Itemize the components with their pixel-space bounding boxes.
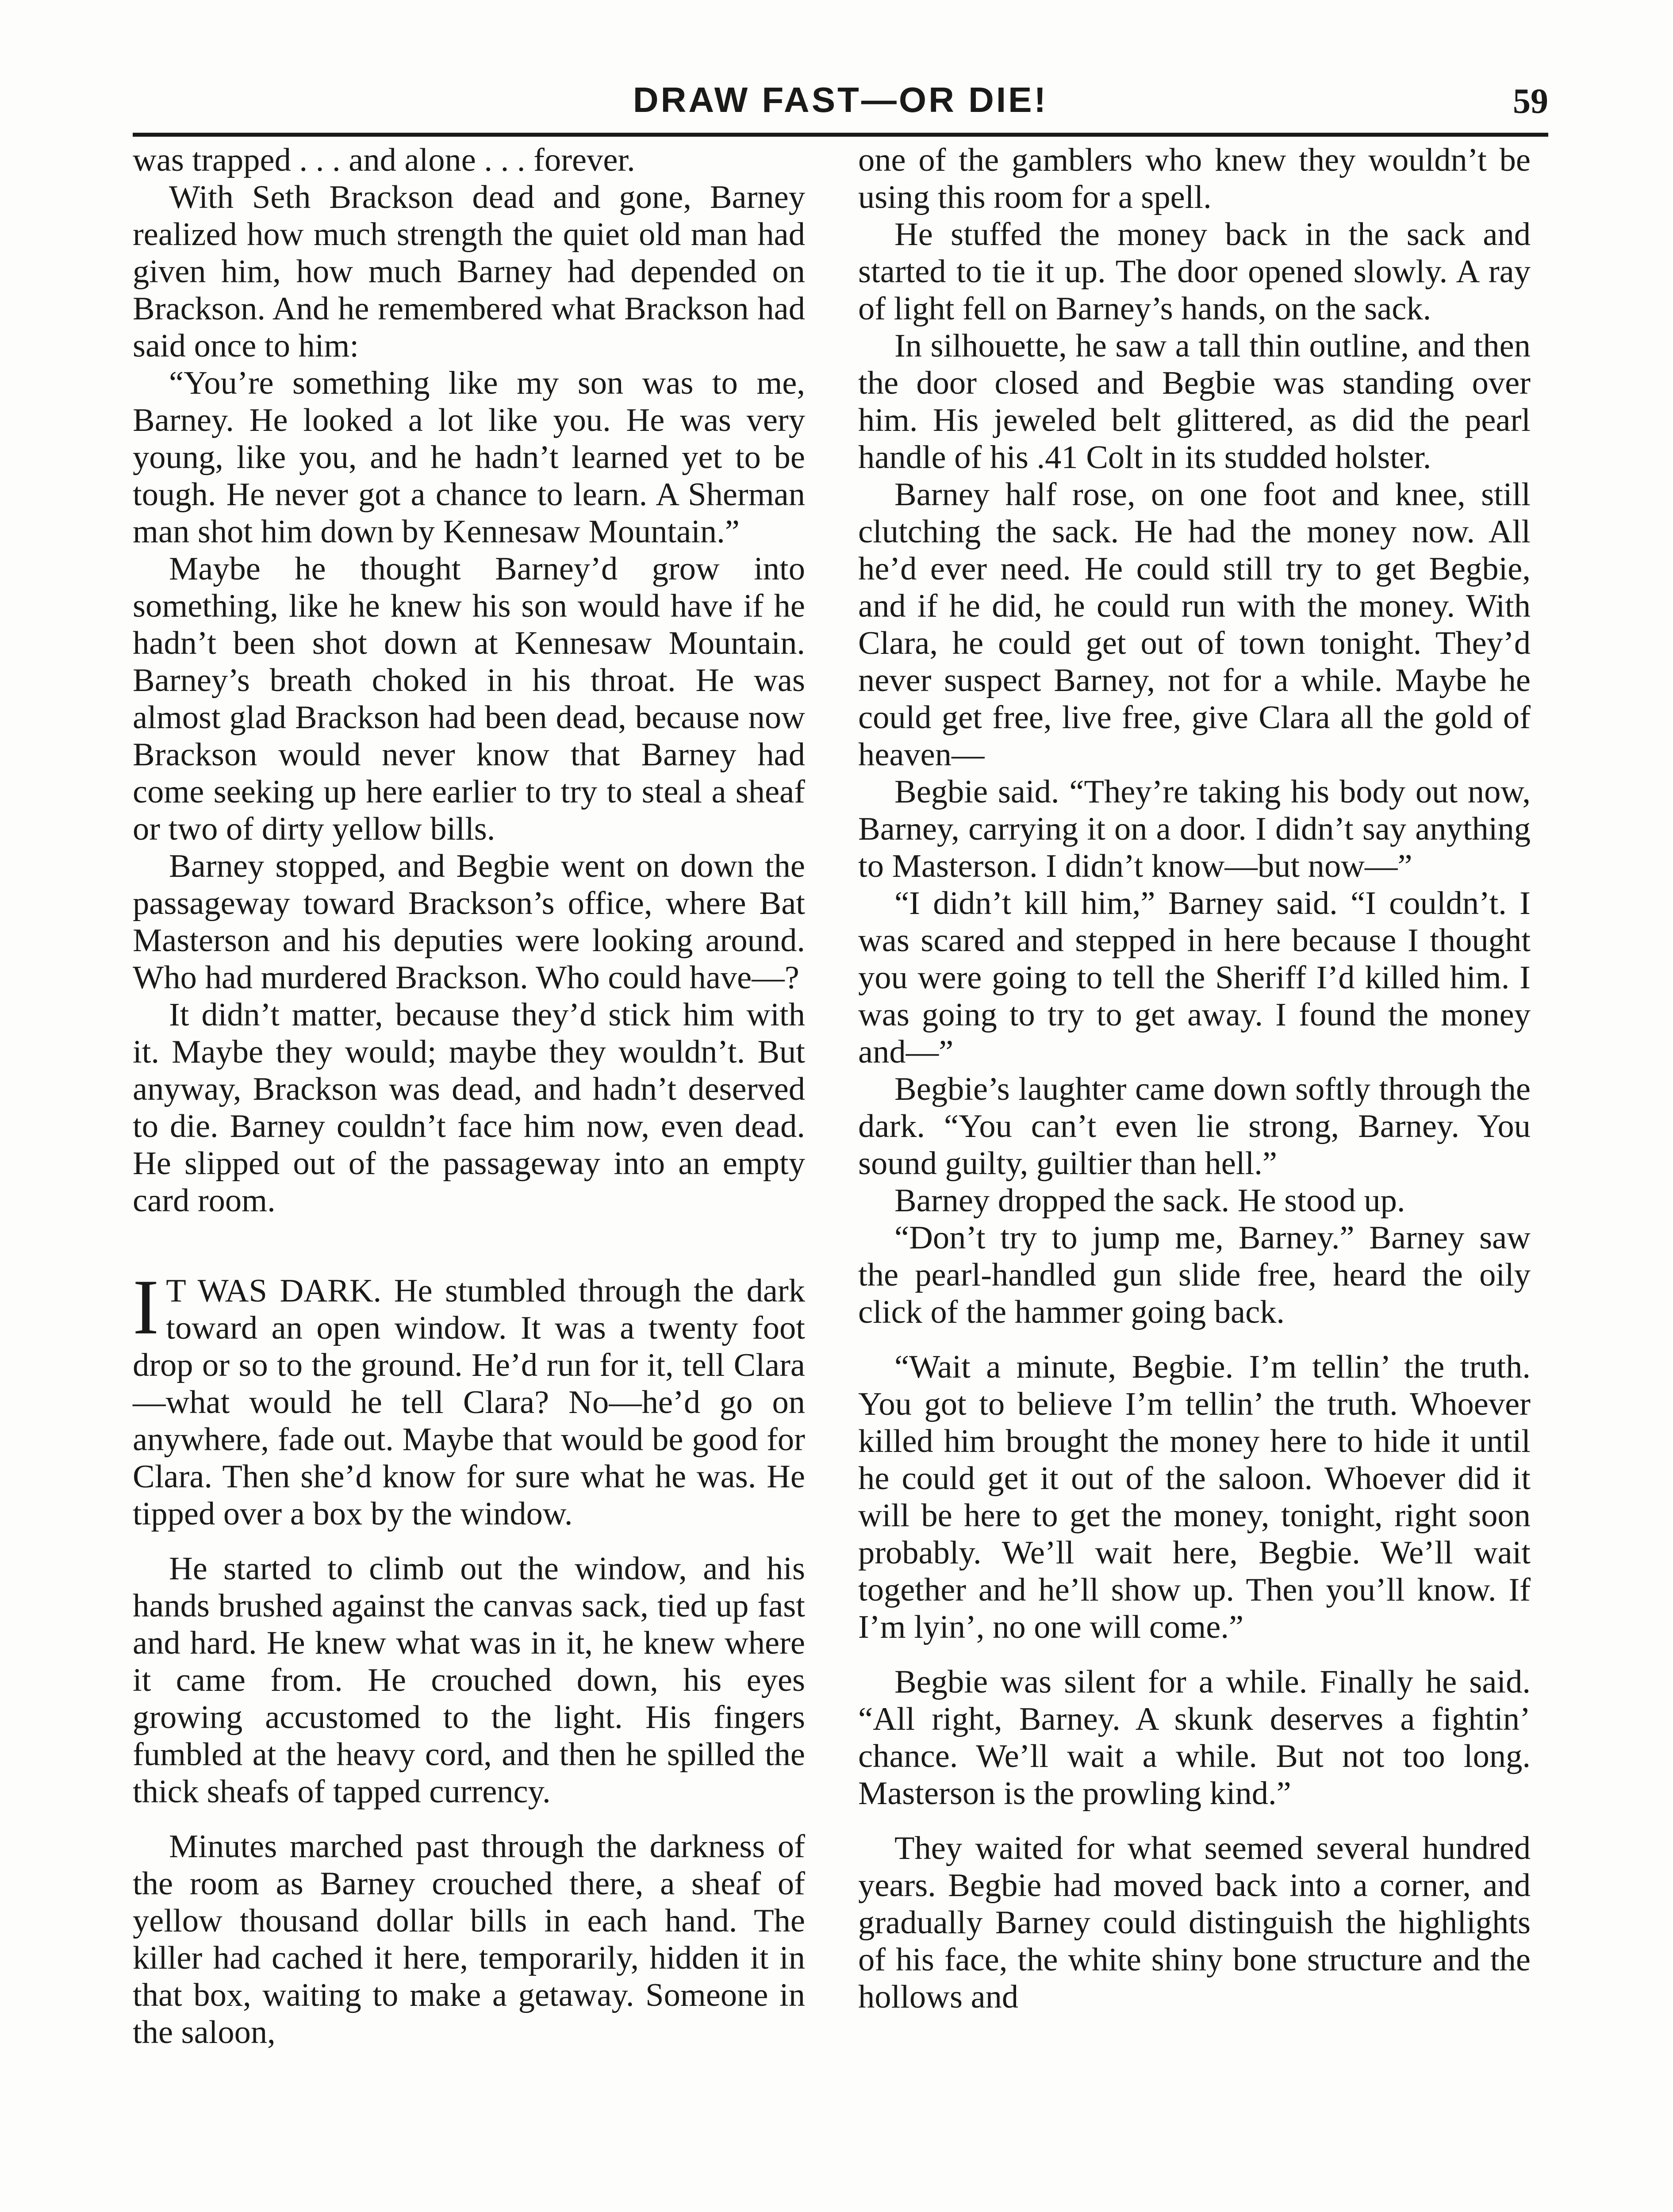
paragraph: Begbie was silent for a while. Finally he said. “All right, Barney. A skunk deserves a fightin’ chance. We’ll wait a while. But not too long. Masterson is the prowling kind.”: [858, 1664, 1531, 1812]
paragraph: With Seth Brackson dead and gone, Barney realized how much strength the quiet old man had given him, how much Barney had depended on Brackson. And he remembered what Brackson had said once to him:: [133, 179, 805, 364]
paragraph: They waited for what seemed several hundred years. Begbie had moved back into a corner, and gradually Barney could distinguish the highlights of his face, the white shiny bone structure and the hollows and: [858, 1830, 1531, 2015]
paragraph: Minutes marched past through the darkness of the room as Barney crouched there, a sheaf of yellow thousand dollar bills in each hand. The killer had cached it here, temporarily, hidden it in that box, waiting to make a getaway. Someone in the saloon,: [133, 1828, 805, 2051]
paragraph: Begbie’s laughter came down softly through the dark. “You can’t even lie strong, Barney. You sound guilty, guiltier than hell.”: [858, 1071, 1531, 1182]
paragraph: Barney stopped, and Begbie went on down the passageway toward Brackson’s office, where Bat Masterson and his deputies were looking around. Who had murdered Brackson. Who could have—?: [133, 848, 805, 996]
paragraph: He started to climb out the window, and his hands brushed against the canvas sack, tied up fast and hard. He knew what was in it, he knew where it came from. He crouched down, his eyes growing accustomed to the light. His fingers fumbled at the heavy cord, and then he spilled the thick sheafs of tapped currency.: [133, 1551, 805, 1810]
page-title: DRAW FAST—OR DIE!: [633, 80, 1048, 119]
paragraph: was trapped . . . and alone . . . forever.: [133, 142, 635, 178]
paragraph: He stuffed the money back in the sack and started to tie it up. The door opened slowly. A ray of light fell on Barney’s hands, on the sack.: [858, 216, 1531, 327]
paragraph: “Don’t try to jump me, Barney.” Barney saw the pearl-handled gun slide free, heard the oily click of the hammer going back.: [858, 1220, 1531, 1330]
section-break-space: [133, 1219, 805, 1272]
paragraph: Barney half rose, on one foot and knee, still clutching the sack. He had the money now. All he’d ever need. He could still try to get Begbie, and if he did, he could run with the money. With Clara, he could get out of town tonight. They’d never suspect Barney, not for a while. Maybe he could get free, live free, give Clara all the gold of heaven—: [858, 476, 1531, 773]
paragraph: It didn’t matter, because they’d stick him with it. Maybe they would; maybe they wouldn’t. But anyway, Brackson was dead, and hadn’t deserved to die. Barney couldn’t face him now, even dead. He slipped out of the passageway into an empty card room.: [133, 997, 805, 1219]
running-header: [133, 75, 1548, 142]
paragraph: one of the gamblers who knew they wouldn’t be using this room for a spell.: [858, 142, 1531, 215]
paragraph: “I didn’t kill him,” Barney said. “I couldn’t. I was scared and stepped in here because I thought you were going to tell the Sheriff I’d killed him. I was going to try to get away. I found the money and—”: [858, 885, 1531, 1070]
paragraph: “Wait a minute, Begbie. I’m tellin’ the truth. You got to believe I’m tellin’ the truth. Whoever killed him brought the money here to hide it until he could get it out of the saloon. Whoever did it will be here to get the money, tonight, right soon probably. We’ll wait here, Begbie. We’ll wait together and he’ll show up. Then you’ll know. If I’m lyin’, no one will come.”: [858, 1349, 1531, 1645]
section-opening-paragraph: [133, 1263, 805, 1532]
paragraph: In silhouette, he saw a tall thin outline, and then the door closed and Begbie was standing over him. His jeweled belt glittered, as did the pearl handle of his .41 Colt in its studded holster.: [858, 328, 1531, 476]
right-column: [858, 142, 1531, 2016]
paragraph: Maybe he thought Barney’d grow into something, like he knew his son would have if he hadn’t been shot down at Kennesaw Mountain. Barney’s breath choked in his throat. He was almost glad Brackson had been dead, because now Brackson would never know that Barney had come seeking up here earlier to try to steal a sheaf or two of dirty yellow bills.: [133, 551, 805, 847]
section-text: He stumbled through the dark toward an open window. It was a twenty foot drop or so to the ground. He’d run for it, tell Clara—what would he tell Clara? No—he’d go on anywhere, fade out. Maybe that would be good for Clara. Then she’d know for sure what he was. He tipped over a box by the window.: [133, 1273, 805, 1532]
drop-cap: I: [133, 1263, 159, 1351]
paragraph: Barney dropped the sack. He stood up.: [894, 1183, 1405, 1219]
page-number: 59: [1513, 82, 1548, 121]
section-lead: T WAS DARK.: [166, 1273, 382, 1309]
header-rule: [133, 133, 1548, 137]
left-column: [133, 142, 805, 2051]
paragraph: “You’re something like my son was to me, Barney. He looked a lot like you. He was very young, like you, and he hadn’t learned yet to be tough. He never got a chance to learn. A Sherman man shot him down by Kennesaw Mountain.”: [133, 365, 805, 550]
paragraph: Begbie said. “They’re taking his body out now, Barney, carrying it on a door. I didn’t say anything to Masterson. I didn’t know—but now—”: [858, 774, 1531, 884]
